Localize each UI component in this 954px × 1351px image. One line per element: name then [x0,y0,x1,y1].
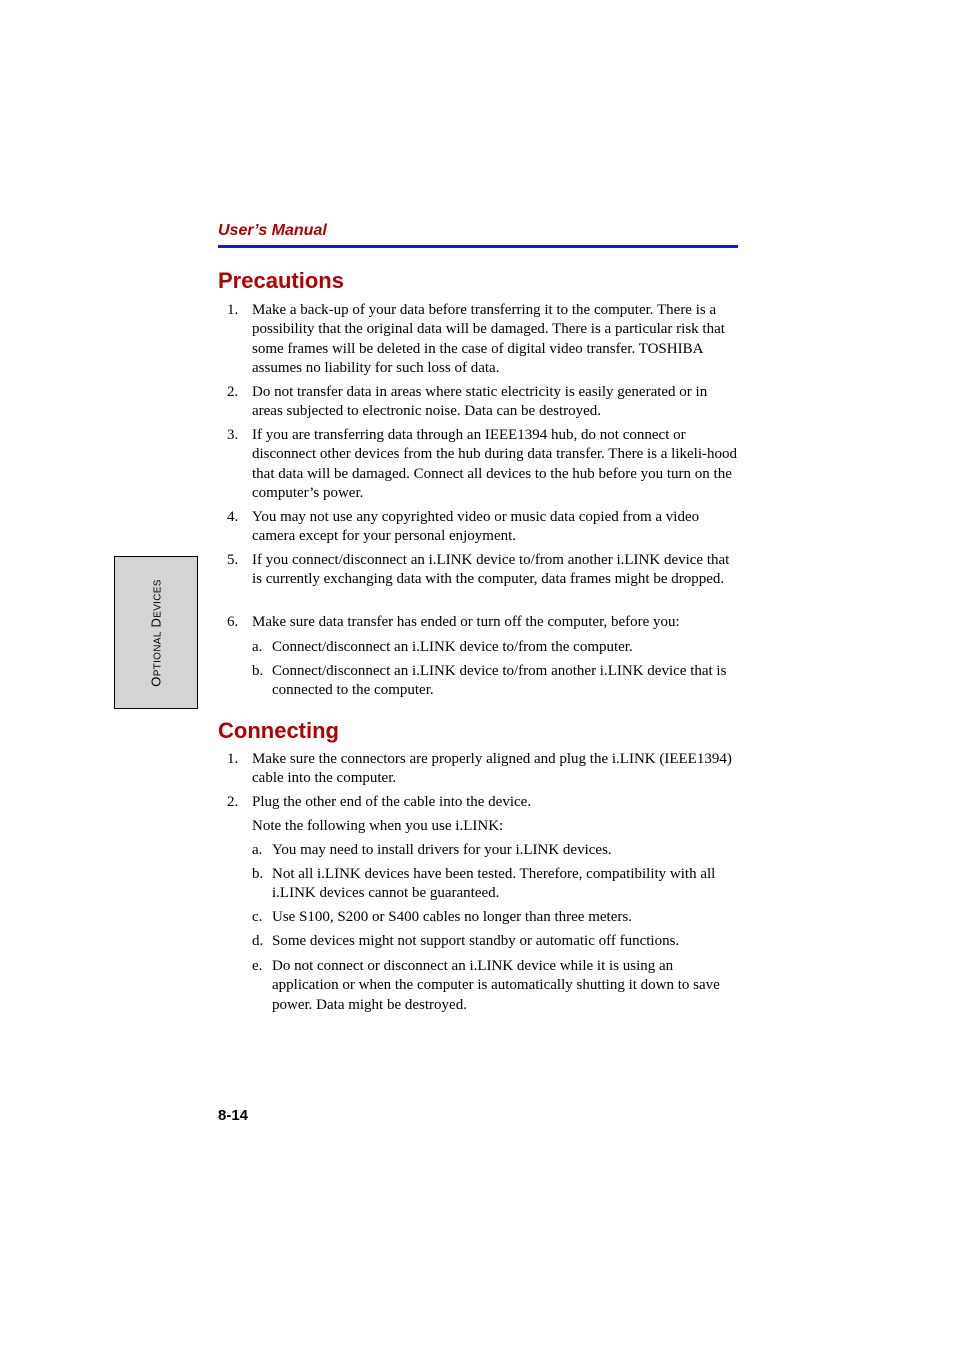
page-header [218,221,738,248]
page-number: 8-14 [218,1107,249,1124]
manual-title: User’s Manual [218,222,327,239]
chapter-side-tab [114,556,198,709]
section-heading-precautions: Precautions [218,268,344,293]
section-heading-connecting: Connecting [218,718,339,743]
chapter-side-tab-label: OPTIONAL DEVICES [148,578,164,687]
